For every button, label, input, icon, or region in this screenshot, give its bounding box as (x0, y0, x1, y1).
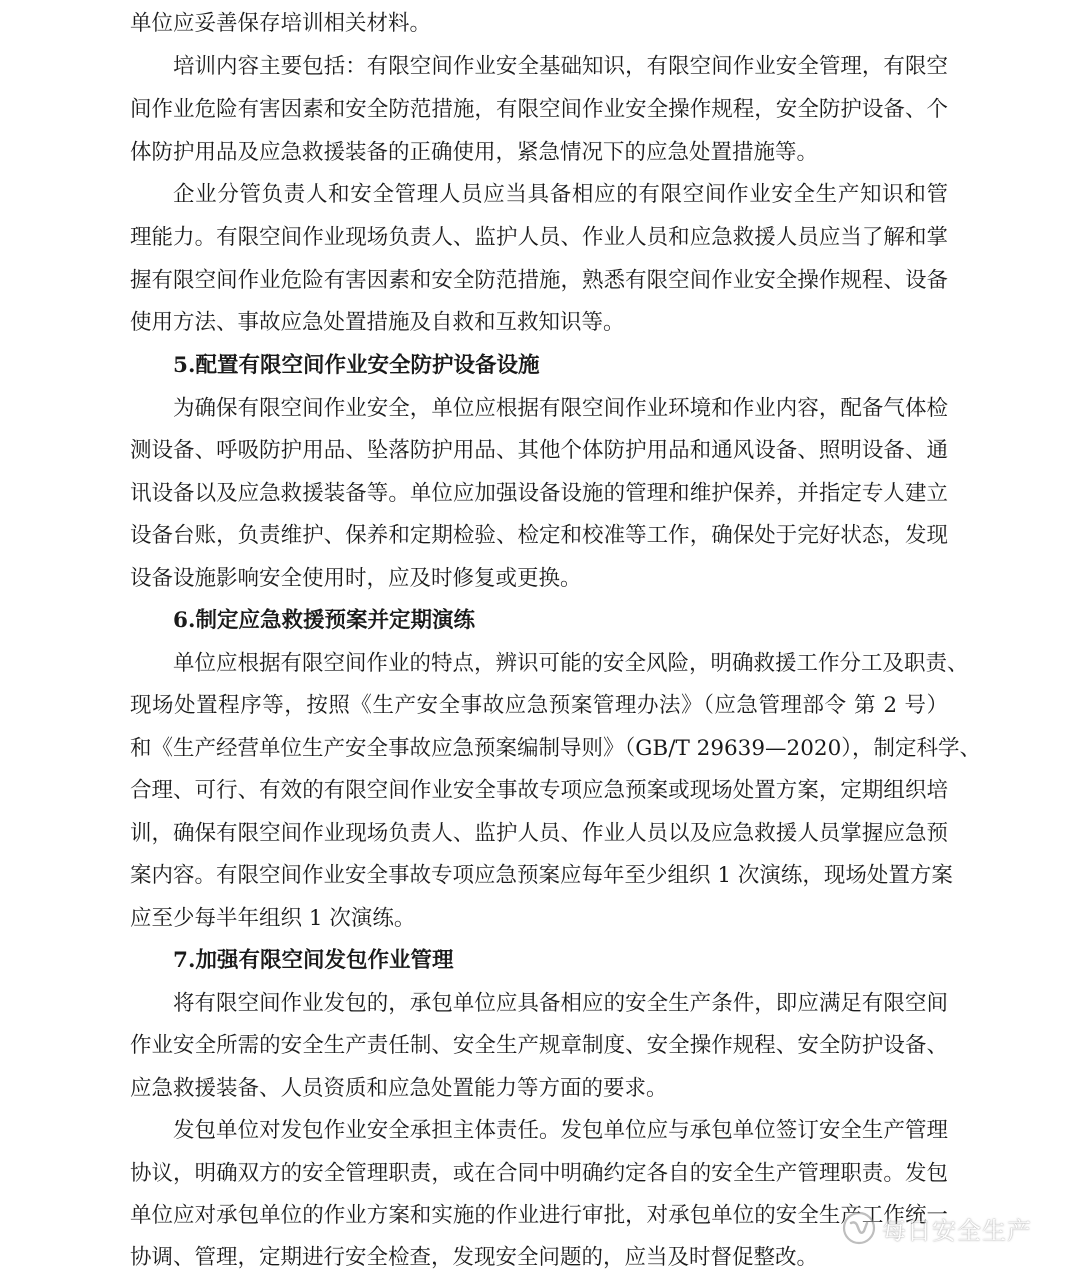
paragraph-line: 体防护用品及应急救援装备的正确使用，紧急情况下的应急处置措施等。 (130, 140, 819, 165)
paragraph-line: 发包单位对发包作业安全承担主体责任。发包单位应与承包单位签订安全生产管理 (173, 1118, 948, 1143)
paragraph-line: 将有限空间作业发包的，承包单位应具备相应的安全生产条件，即应满足有限空间 (173, 991, 948, 1016)
paragraph-line: 训，确保有限空间作业现场负责人、监护人员、作业人员以及应急救援人员掌握应急预 (130, 821, 948, 846)
watermark (842, 1208, 1032, 1248)
wechat-channel-icon (842, 1211, 876, 1245)
paragraph-line: 使用方法、事故应急处置措施及自救和互救知识等。 (130, 310, 625, 335)
section-heading: 7.加强有限空间发包作业管理 (173, 948, 454, 973)
paragraph-line: 间作业危险有害因素和安全防范措施，有限空间作业安全操作规程，安全防护设备、个 (130, 97, 948, 122)
paragraph-line: 握有限空间作业危险有害因素和安全防范措施，熟悉有限空间作业安全操作规程、设备 (130, 268, 948, 293)
paragraph-line: 协调、管理，定期进行安全检查，发现安全问题的，应当及时督促整改。 (130, 1245, 819, 1270)
paragraph-line: 协议，明确双方的安全管理职责，或在合同中明确约定各自的安全生产管理职责。发包 (130, 1161, 948, 1186)
paragraph-line: 应至少每半年组织 1 次演练。 (130, 906, 416, 931)
paragraph-line: 单位应对承包单位的作业方案和实施的作业进行审批，对承包单位的安全生产工作统一 (130, 1203, 948, 1228)
paragraph-line: 企业分管负责人和安全管理人员应当具备相应的有限空间作业安全生产知识和管 (173, 182, 948, 207)
paragraph-line: 理能力。有限空间作业现场负责人、监护人员、作业人员和应急救援人员应当了解和掌 (130, 225, 948, 250)
paragraph-line: 设备设施影响安全使用时，应及时修复或更换。 (130, 566, 582, 591)
paragraph-line: 讯设备以及应急救援装备等。单位应加强设备设施的管理和维护保养，并指定专人建立 (130, 481, 948, 506)
paragraph-line: 设备台账，负责维护、保养和定期检验、检定和校准等工作，确保处于完好状态，发现 (130, 523, 948, 548)
section-heading: 5.配置有限空间作业安全防护设备设施 (173, 353, 540, 378)
paragraph-line: 和《生产经营单位生产安全事故应急预案编制导则》（GB/T 29639—2020），制定科学、 (130, 736, 982, 761)
paragraph-line: 为确保有限空间作业安全，单位应根据有限空间作业环境和作业内容，配备气体检 (173, 396, 948, 421)
paragraph-line: 测设备、呼吸防护用品、坠落防护用品、其他个体防护用品和通风设备、照明设备、通 (130, 438, 948, 463)
paragraph-line: 单位应根据有限空间作业的特点，辨识可能的安全风险，明确救援工作分工及职责、 (173, 651, 969, 676)
watermark-text: 每日安全生产 (882, 1216, 1032, 1245)
section-heading: 6.制定应急救援预案并定期演练 (173, 608, 475, 633)
paragraph-line: 合理、可行、有效的有限空间作业安全事故专项应急预案或现场处置方案，定期组织培 (130, 778, 948, 803)
paragraph-line: 案内容。有限空间作业安全事故专项应急预案应每年至少组织 1 次演练，现场处置方案 (130, 863, 953, 888)
paragraph-line: 培训内容主要包括：有限空间作业安全基础知识，有限空间作业安全管理，有限空 (173, 54, 948, 79)
paragraph-line: 现场处置程序等，按照《生产安全事故应急预案管理办法》（应急管理部令 第 2 号） (130, 693, 948, 718)
paragraph-line: 应急救援装备、人员资质和应急处置能力等方面的要求。 (130, 1076, 668, 1101)
paragraph-line: 作业安全所需的安全生产责任制、安全生产规章制度、安全操作规程、安全防护设备、 (130, 1033, 948, 1058)
paragraph-line: 单位应妥善保存培训相关材料。 (130, 11, 432, 36)
